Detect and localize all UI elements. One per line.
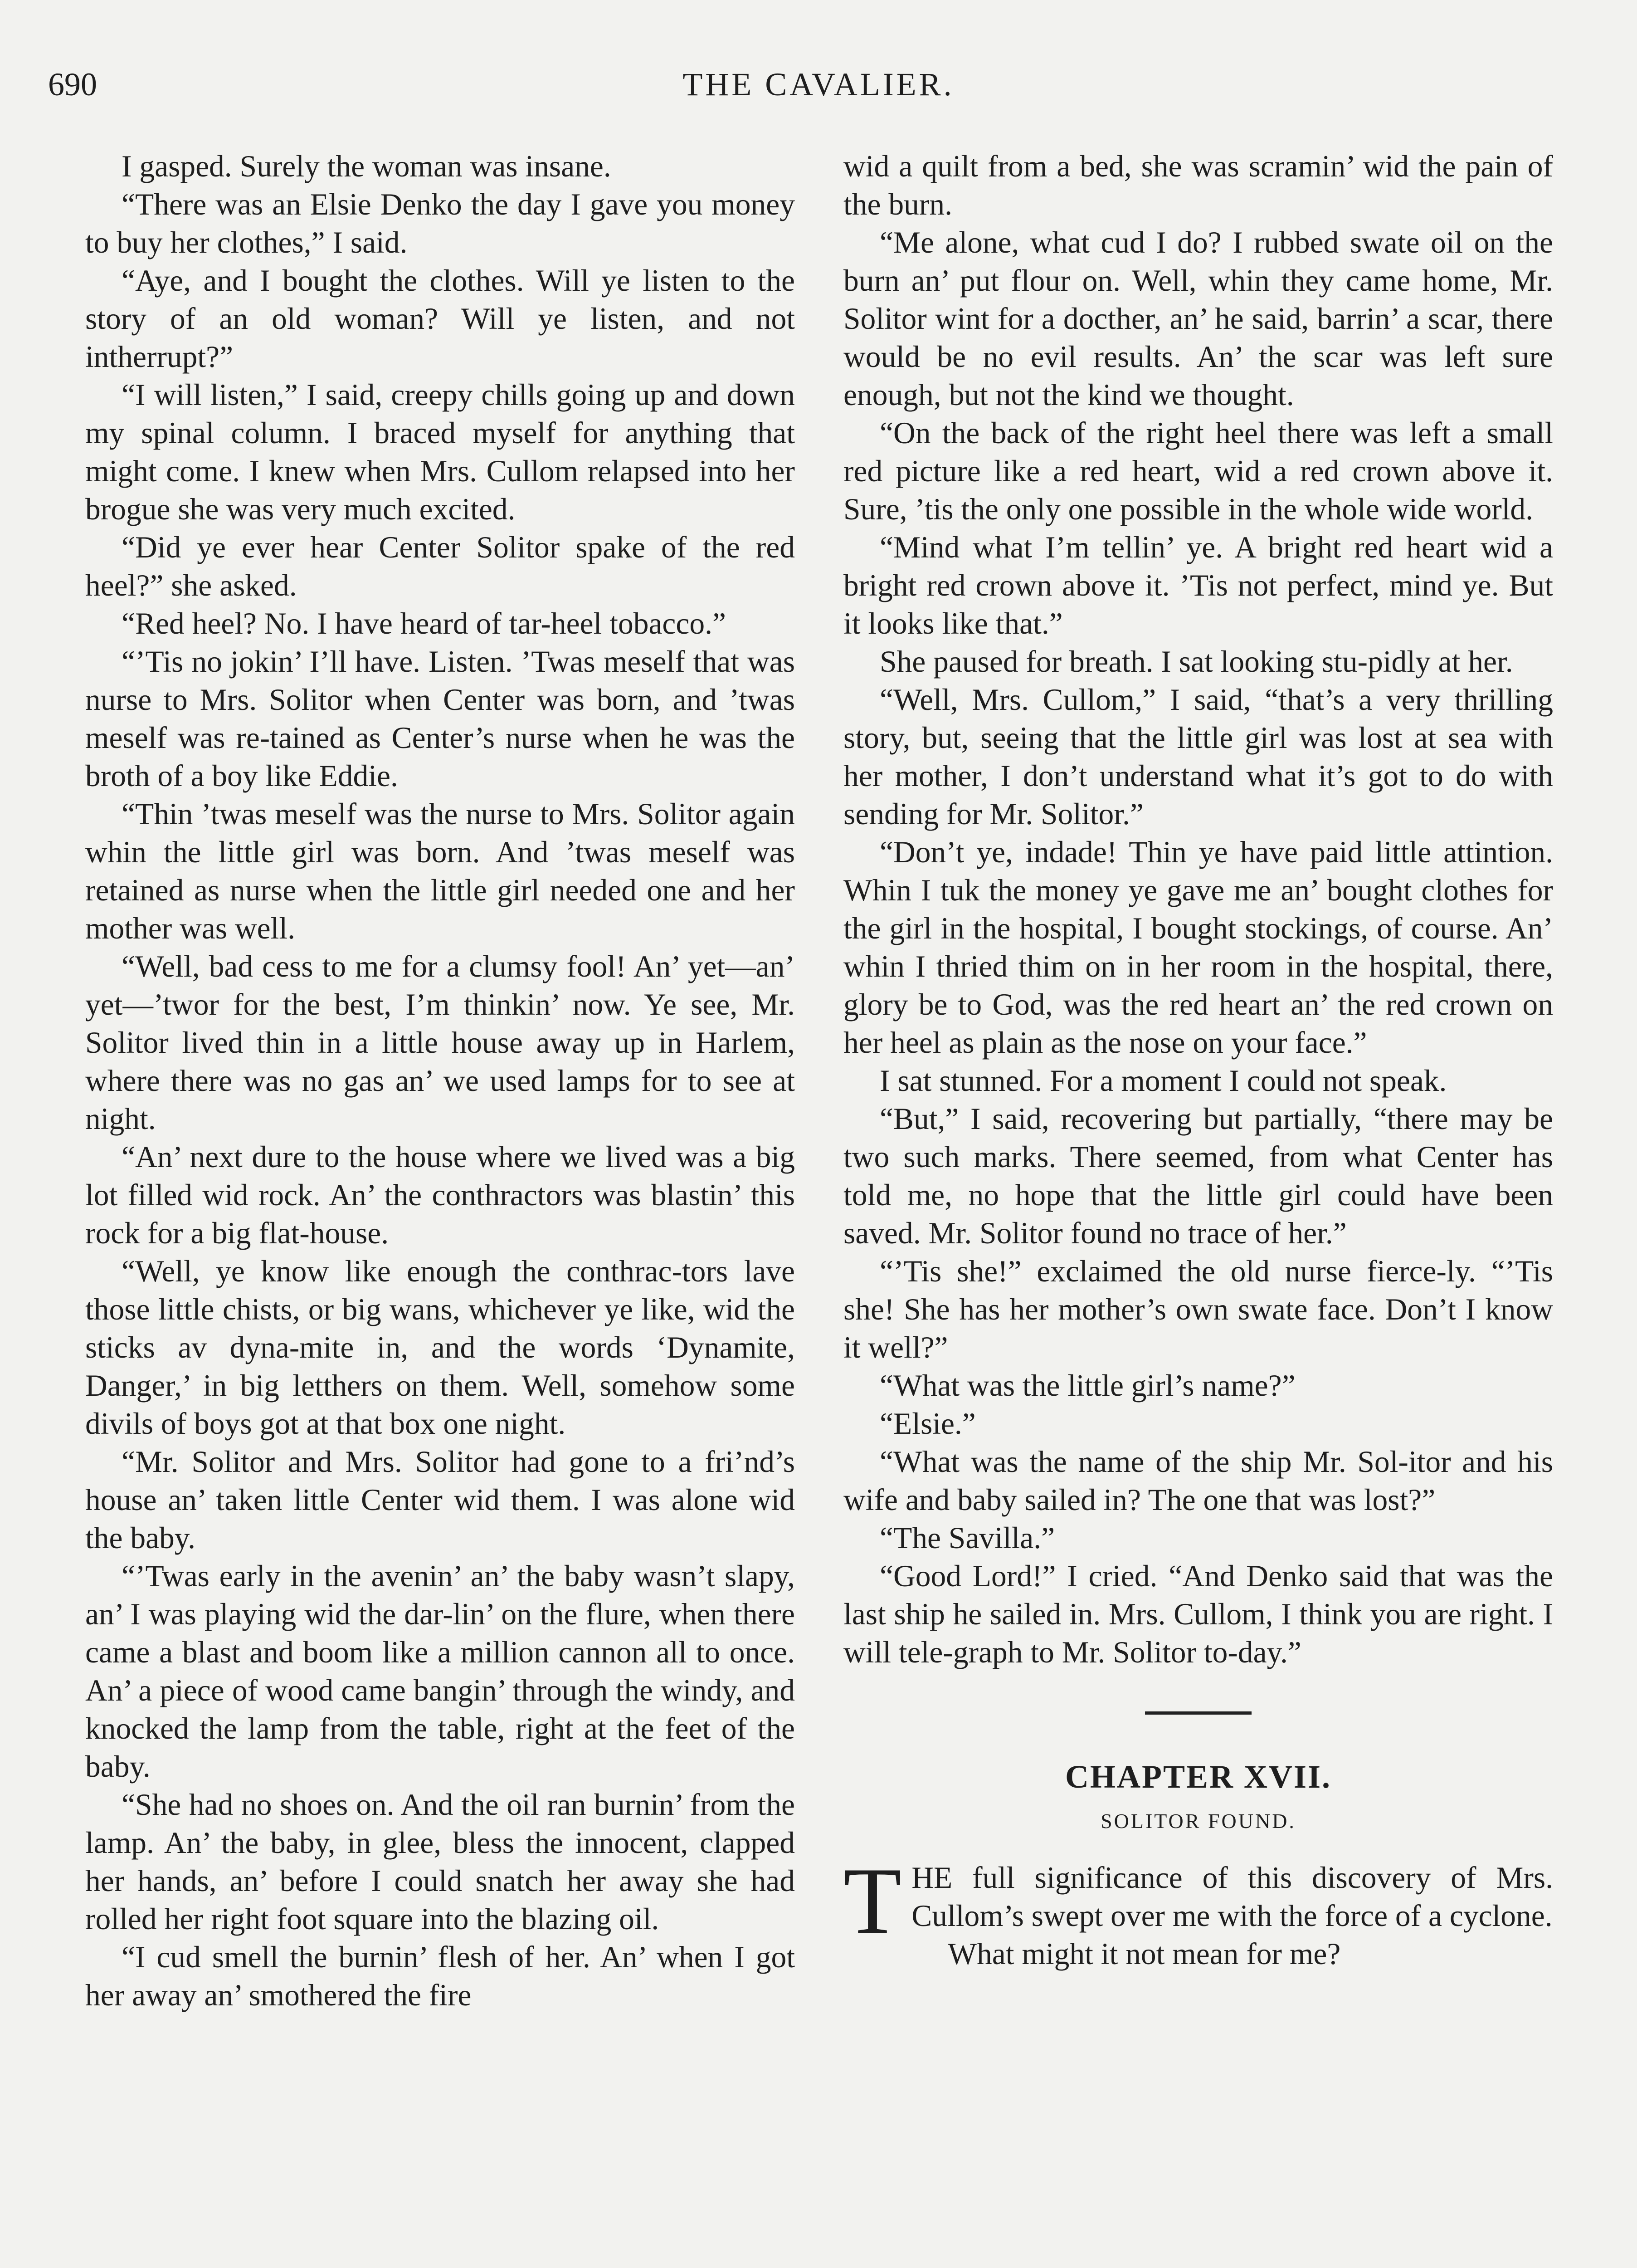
left-column [85, 147, 795, 2014]
paragraph: “Well, ye know like enough the conthrac-tors lave those little chists, or big wans, whichever ye like, wid the sticks av dyna-mite in, and the words ‘Dynamite, Danger,’ in big letthers on them. Well, somehow some divils of boys got at that box one night. [85, 1254, 795, 1441]
paragraph: “Aye, and I bought the clothes. Will ye listen to the story of an old woman? Will ye listen, and not intherrupt?” [85, 264, 795, 374]
paragraph: “Me alone, what cud I do? I rubbed swate oil on the burn an’ put flour on. Well, whin they came home, Mr. Solitor wint for a docther, an’ he said, barrin’ a scar, there would be no evil results. An’ the scar was left sure enough, but not the kind we thought. [843, 225, 1553, 412]
paragraph: “Well, Mrs. Cullom,” I said, “that’s a very thrilling story, but, seeing that the little girl was lost at sea with her mother, I don’t understand what it’s got to do with sending for Mr. Solitor.” [843, 683, 1553, 831]
paragraph: “I cud smell the burnin’ flesh of her. An’ when I got her away an’ smothered the fire [85, 1940, 795, 2012]
paragraph: “’Tis she!” exclaimed the old nurse fierce-ly. “’Tis she! She has her mother’s own swate face. Don’t I know it well?” [843, 1254, 1553, 1364]
paragraph: What might it not mean for me? [948, 1937, 1341, 1971]
paragraph: “’Twas early in the avenin’ an’ the baby wasn’t slapy, an’ I was playing wid the dar-lin’ on the flure, when there came a blast and boom like a million cannon all to once. An’ a piece of wood came bangin’ through the windy, and knocked the lamp from the table, right at the feet of the baby. [85, 1559, 795, 1784]
opening-text: HE full significance of this discovery of Mrs. Cullom’s swept over me with the force of a cyclone. [911, 1861, 1553, 1933]
paragraph: “Don’t ye, indade! Thin ye have paid little attintion. Whin I tuk the money ye gave me an’ bought clothes for the girl in the hospital, I bought stockings, of course. An’ whin I thried thim on in her room in the hospital, there, glory be to God, was the red heart an’ the red crown on her heel as plain as the nose on your face.” [843, 835, 1553, 1060]
drop-cap: T [843, 1848, 902, 1954]
paragraph: “’Tis no jokin’ I’ll have. Listen. ’Twas meself that was nurse to Mrs. Solitor when Center was born, and ’twas meself was re-tained as Center’s nurse when he was the broth of a boy like Eddie. [85, 645, 795, 793]
paragraph: “Well, bad cess to me for a clumsy fool! An’ yet—an’ yet—’twor for the best, I’m thinkin’ now. Ye see, Mr. Solitor lived thin in a little house away up in Harlem, where there was no gas an’ we used lamps for to see at night. [85, 949, 795, 1136]
paragraph: I gasped. Surely the woman was insane. [122, 149, 611, 183]
paragraph: “But,” I said, recovering but partially, “there may be two such marks. There seemed, from what Center has told me, no hope that the little girl could have been saved. Mr. Solitor found no trace of her.” [843, 1102, 1553, 1250]
paragraph: “On the back of the right heel there was left a small red picture like a red heart, wid a red crown above it. Sure, ’tis the only one possible in the whole wide world. [843, 416, 1553, 526]
continued-paragraph: wid a quilt from a bed, she was scramin’ wid the pain of the burn. [843, 149, 1553, 221]
paragraph: “She had no shoes on. And the oil ran burnin’ from the lamp. An’ the baby, in glee, bless the innocent, clapped her hands, an’ before I could snatch her away she had rolled her right foot square into the blazing oil. [85, 1788, 795, 1936]
paragraph: “Red heel? No. I have heard of tar-heel tobacco.” [122, 606, 726, 640]
paragraph: I sat stunned. For a moment I could not speak. [880, 1064, 1447, 1098]
paragraph: “Elsie.” [880, 1407, 976, 1441]
paragraph: “Mr. Solitor and Mrs. Solitor had gone to a fri’nd’s house an’ taken little Center wid them. I was alone wid the baby. [85, 1445, 795, 1555]
paragraph: “What was the name of the ship Mr. Sol-itor and his wife and baby sailed in? The one that was lost?” [843, 1445, 1553, 1517]
chapter-heading: CHAPTER XVII. [1065, 1759, 1332, 1795]
running-head-title: THE CAVALIER. [682, 66, 955, 103]
paragraph: “Did ye ever hear Center Solitor spake of the red heel?” she asked. [85, 530, 795, 602]
paragraph: “Thin ’twas meself was the nurse to Mrs. Solitor again whin the little girl was born. And ’twas meself was retained as nurse when the little girl needed one and her mother was well. [85, 797, 795, 945]
paragraph: She paused for breath. I sat looking stu-pidly at her. [880, 645, 1513, 679]
right-column [843, 147, 1553, 1973]
paragraph: “An’ next dure to the house where we lived was a big lot filled wid rock. An’ the conthractors was blastin’ this rock for a big flat-house. [85, 1140, 795, 1250]
paragraph: “There was an Elsie Denko the day I gave you money to buy her clothes,” I said. [85, 187, 795, 259]
paragraph: “Good Lord!” I cried. “And Denko said that was the last ship he sailed in. Mrs. Cullom, I think you are right. I will tele-graph to Mr. Solitor to-day.” [843, 1559, 1553, 1669]
paragraph: “I will listen,” I said, creepy chills going up and down my spinal column. I braced myself for anything that might come. I knew when Mrs. Cullom relapsed into her brogue she was very much excited. [85, 378, 795, 526]
paragraph: “The Savilla.” [880, 1521, 1055, 1555]
chapter-subtitle: SOLITOR FOUND. [1101, 1809, 1296, 1833]
paragraph: “What was the little girl’s name?” [880, 1369, 1296, 1403]
paragraph: “Mind what I’m tellin’ ye. A bright red heart wid a bright red crown above it. ’Tis not perfect, mind ye. But it looks like that.” [843, 530, 1553, 640]
page-number: 690 [48, 66, 97, 103]
section-divider [1145, 1711, 1252, 1715]
